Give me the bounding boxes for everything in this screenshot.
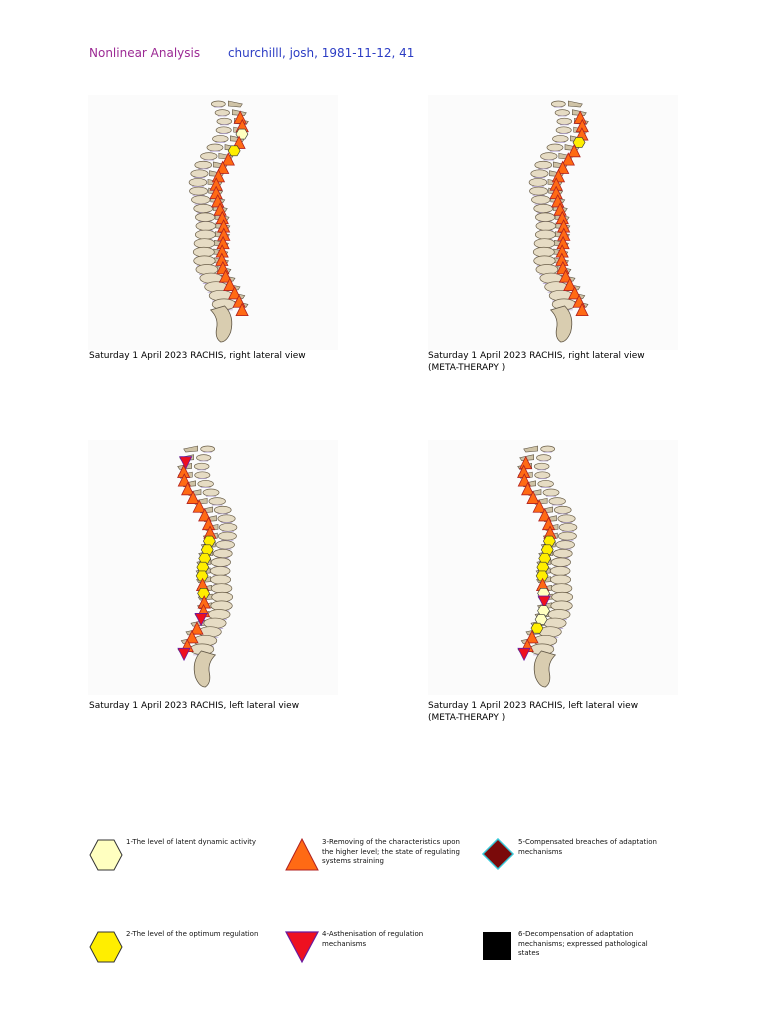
triangle-down-marker — [518, 648, 530, 660]
vertebra — [538, 480, 554, 487]
vertebra — [195, 161, 212, 168]
sacrum — [194, 651, 215, 687]
caption-line: Saturday 1 April 2023 RACHIS, right lateral view — [428, 351, 645, 361]
legend-item-latent-activity — [89, 838, 279, 878]
vertebra — [556, 127, 571, 134]
vertebra — [212, 592, 233, 602]
spine-panel-right-view — [88, 95, 338, 350]
vertebra — [203, 489, 219, 496]
caption-line: Saturday 1 April 2023 RACHIS, left lateral view — [89, 701, 300, 711]
vertebra — [211, 101, 225, 107]
vertebra — [194, 463, 209, 469]
panel-caption — [428, 350, 728, 374]
panel-caption — [89, 350, 389, 362]
vertebra — [193, 247, 214, 257]
legend-label: 5-Compensated breaches of adaptation mechanisms — [518, 838, 657, 856]
vertebra — [219, 523, 237, 531]
vertebra — [549, 498, 566, 505]
vertebra — [201, 446, 215, 452]
vertebra — [541, 446, 555, 452]
vertebra — [556, 541, 575, 549]
vertebra — [554, 506, 571, 513]
legend-item-compensated-breaches — [481, 838, 671, 878]
caption-line: Saturday 1 April 2023 RACHIS, right lateral view — [89, 351, 306, 361]
vertebra — [208, 609, 230, 619]
legend-label: 4-Asthenisation of regulation mechanisms — [322, 930, 424, 948]
vertebra — [209, 498, 226, 505]
sacrum — [551, 306, 572, 342]
spinous-process — [524, 446, 538, 452]
vertebra — [207, 144, 223, 151]
vertebra — [210, 566, 230, 575]
vertebra — [218, 515, 235, 523]
app-title: Nonlinear Analysis — [89, 46, 201, 60]
vertebra — [213, 135, 229, 142]
vertebra — [553, 549, 572, 558]
caption-line: Saturday 1 April 2023 RACHIS, left lateral view — [428, 701, 639, 711]
spine-figure — [88, 95, 338, 350]
vertebra — [190, 187, 208, 195]
vertebra — [558, 532, 576, 540]
report-header — [89, 46, 414, 60]
vertebra — [548, 609, 570, 619]
vertebra — [194, 256, 216, 266]
vertebra — [530, 187, 548, 195]
vertebra — [218, 532, 236, 540]
vertebra — [196, 264, 218, 274]
vertebra — [211, 558, 230, 567]
spinous-process — [184, 446, 198, 452]
vertebra — [534, 204, 553, 213]
vertebra — [210, 575, 230, 584]
vertebra — [534, 256, 556, 266]
vertebra — [536, 455, 550, 461]
vertebra — [551, 584, 572, 593]
square-icon — [481, 930, 515, 964]
legend-item-asthenisation — [285, 930, 475, 970]
triangle-up-icon — [285, 838, 319, 872]
vertebra — [547, 144, 563, 151]
vertebra — [198, 480, 214, 487]
spine-panel-left-view-metatherapy — [428, 440, 678, 695]
vertebra — [213, 549, 232, 558]
vertebra — [196, 221, 216, 230]
vertebra — [201, 153, 218, 160]
vertebra — [557, 118, 572, 124]
vertebra — [536, 264, 558, 274]
vertebra — [541, 153, 558, 160]
vertebra — [551, 601, 573, 611]
vertebra — [189, 178, 207, 186]
vertebra — [531, 170, 548, 178]
vertebra — [215, 110, 229, 116]
spine-figure — [428, 95, 678, 350]
spinous-process — [568, 101, 582, 107]
vertebra — [550, 575, 570, 584]
vertebra — [211, 601, 233, 611]
vertebra — [195, 472, 210, 479]
vertebra — [195, 213, 214, 222]
vertebra — [211, 584, 232, 593]
spine-panel-left-view — [88, 440, 338, 695]
patient-info: churchilll, josh, 1981-11-12, 41 — [227, 46, 415, 60]
vertebra — [535, 161, 552, 168]
vertebra — [558, 515, 575, 523]
vertebra — [535, 472, 550, 479]
vertebra — [214, 506, 231, 513]
vertebra — [194, 239, 215, 248]
triangle-down-icon — [285, 930, 319, 964]
legend-item-straining — [285, 838, 475, 878]
vertebra — [194, 204, 213, 213]
vertebra — [543, 489, 559, 496]
spine-figure — [428, 440, 678, 695]
vertebra — [553, 135, 569, 142]
legend-label: 2-The level of the optimum regulation — [126, 930, 259, 938]
vertebra — [216, 127, 231, 134]
vertebra — [535, 230, 555, 239]
vertebra — [216, 541, 235, 549]
vertebra — [534, 463, 549, 469]
legend-label: 1-The level of latent dynamic activity — [126, 838, 257, 846]
spine-figure — [88, 440, 338, 695]
hexagon-marker — [236, 129, 248, 139]
hexagon-marker — [228, 146, 240, 156]
hexagon-icon — [89, 838, 123, 872]
vertebra — [531, 196, 550, 204]
caption-subline: (META-THERAPY ) — [428, 713, 506, 723]
vertebra — [217, 118, 232, 124]
vertebra — [196, 455, 210, 461]
vertebra — [529, 178, 547, 186]
panel-caption — [428, 700, 728, 724]
triangle-down-marker — [178, 648, 190, 660]
vertebra — [536, 221, 556, 230]
diamond-icon — [481, 838, 515, 872]
vertebra — [551, 101, 565, 107]
legend-item-optimum-regulation — [89, 930, 279, 970]
vertebra — [552, 592, 573, 602]
legend-label: 3-Removing of the characteristics upon the higher level; the state of regulating systems straining — [322, 838, 460, 865]
vertebra — [191, 196, 210, 204]
legend-item-decompensation — [481, 930, 671, 970]
panel-caption — [89, 700, 389, 712]
sacrum — [534, 651, 555, 687]
spinous-process — [228, 101, 242, 107]
vertebra — [550, 566, 570, 575]
vertebra — [559, 523, 577, 531]
legend-label: 6-Decompensation of adaptation mechanisms; expressed pathological states — [518, 930, 648, 957]
spine-panel-right-view-metatherapy — [428, 95, 678, 350]
sacrum — [211, 306, 232, 342]
vertebra — [535, 213, 554, 222]
vertebra — [195, 230, 215, 239]
hexagon-icon — [89, 930, 123, 964]
vertebra — [555, 110, 569, 116]
vertebra — [533, 247, 554, 257]
caption-subline: (META-THERAPY ) — [428, 363, 506, 373]
vertebra — [534, 239, 555, 248]
vertebra — [551, 558, 570, 567]
vertebra — [191, 170, 208, 178]
